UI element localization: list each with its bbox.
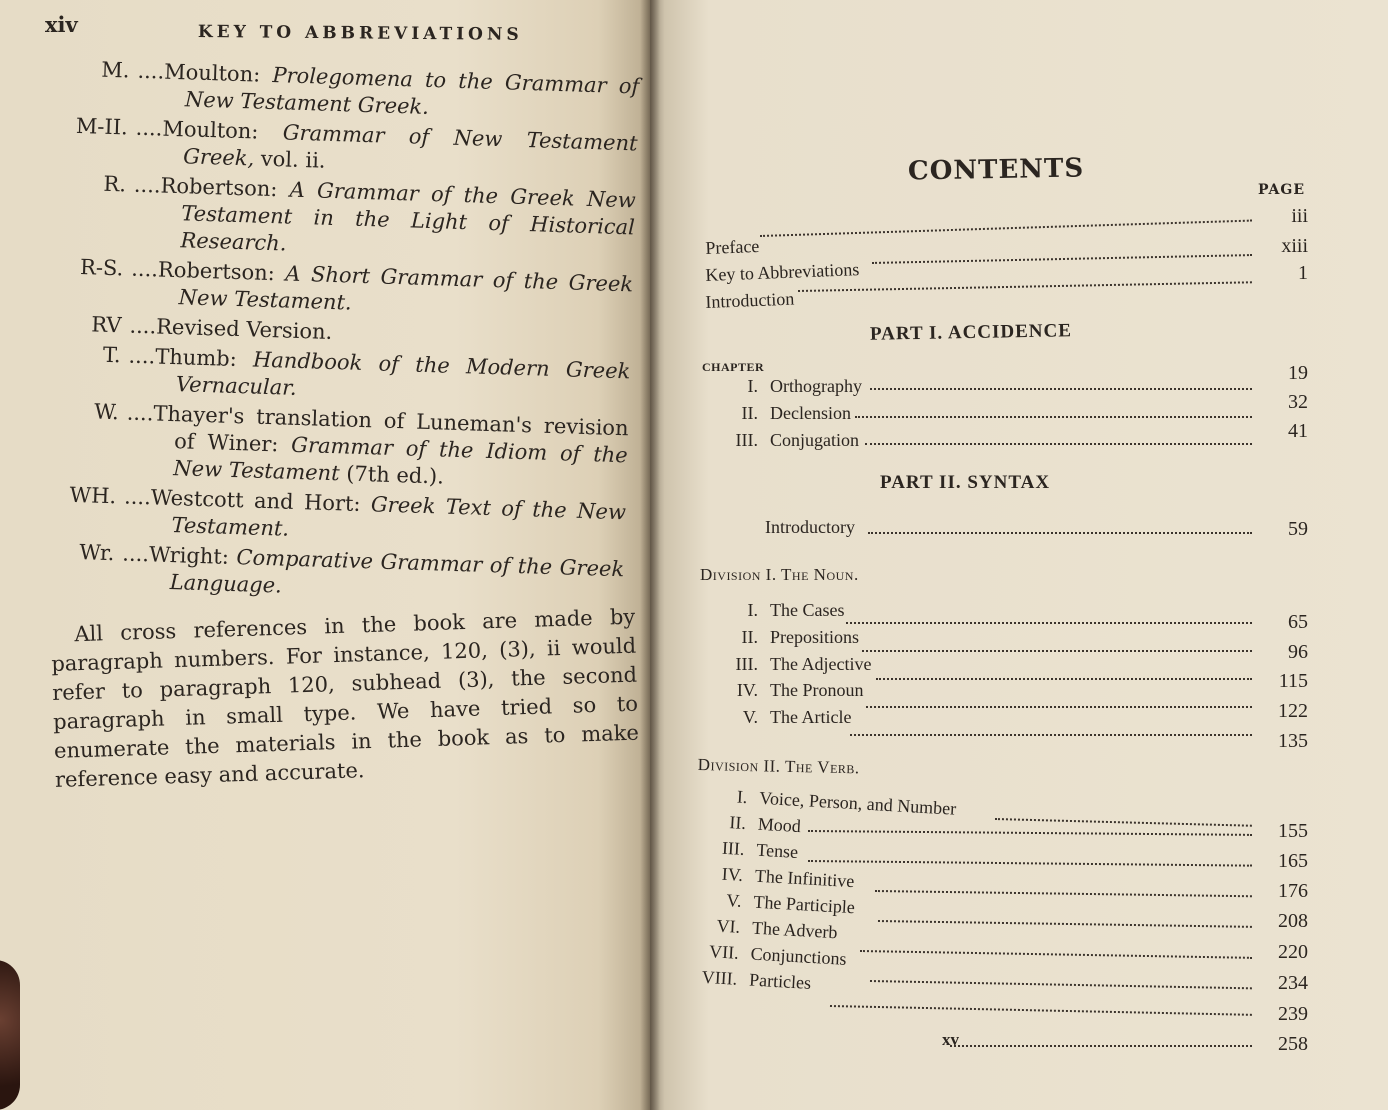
toc-entry: V. The Participle bbox=[725, 890, 856, 918]
abbreviation-entry bbox=[44, 169, 636, 268]
toc-leader bbox=[950, 1045, 1252, 1047]
abbreviation-author: ....Robertson: bbox=[133, 172, 291, 202]
toc-entry: VIII. Particles bbox=[701, 966, 812, 993]
toc-entry: II. Prepositions bbox=[741, 627, 860, 647]
toc-leader bbox=[865, 443, 1252, 445]
toc-leader bbox=[872, 254, 1252, 264]
toc-page-number: 115 bbox=[1278, 670, 1308, 692]
toc-entry: I. The Cases bbox=[747, 600, 845, 620]
toc-page-number: 258 bbox=[1278, 1033, 1308, 1055]
abbreviation-list bbox=[33, 55, 640, 613]
right-page bbox=[650, 0, 1388, 1110]
book-gutter bbox=[640, 0, 660, 1110]
table-of-contents bbox=[650, 0, 1388, 1110]
toc-entry: Preface bbox=[705, 235, 760, 258]
toc-entry: III. The Adjective bbox=[735, 654, 872, 674]
abbreviation-key: Wr. bbox=[78, 540, 115, 566]
abbreviation-author: ....Moulton: bbox=[137, 58, 273, 87]
abbreviation-key: M-II. bbox=[75, 113, 129, 140]
abbreviation-title: A Short Grammar of the Greek New Testament. bbox=[178, 261, 634, 315]
abbreviation-key: T. bbox=[102, 342, 121, 368]
abbreviation-key: WH. bbox=[69, 482, 117, 509]
right-page-number: xv bbox=[942, 1030, 959, 1049]
contents-title: CONTENTS bbox=[907, 153, 1085, 187]
part-heading: PART II. SYNTAX bbox=[880, 472, 1051, 493]
chapter-column-label: CHAPTER bbox=[702, 360, 765, 374]
division-ii-entries bbox=[697, 785, 1159, 1040]
abbreviation-author: ....Wright: bbox=[121, 541, 237, 570]
toc-page-number: 1 bbox=[1298, 262, 1308, 284]
toc-page-number: iii bbox=[1291, 205, 1308, 227]
left-page bbox=[0, 0, 650, 1110]
abbreviation-author: ....Moulton: bbox=[135, 115, 284, 145]
abbreviation-title: Grammar of the Idiom of the New Testament bbox=[173, 432, 629, 486]
toc-page-number: 135 bbox=[1278, 730, 1308, 752]
abbreviation-author: ....Westcott and Hort: bbox=[123, 484, 372, 517]
toc-leader bbox=[862, 650, 1252, 652]
toc-leader bbox=[798, 281, 1252, 292]
abbreviation-rest: vol. ii. bbox=[253, 146, 326, 173]
abbreviation-title: A Grammar of the Greek New Testament in the Light of Historical Research. bbox=[180, 177, 637, 256]
abbreviation-title: Grammar of New Testament Greek, bbox=[182, 120, 638, 171]
toc-leader bbox=[866, 706, 1252, 708]
toc-page-number: 96 bbox=[1288, 641, 1308, 663]
toc-leader bbox=[850, 734, 1252, 736]
toc-entry: II. Declension bbox=[741, 403, 851, 423]
toc-leader bbox=[870, 388, 1252, 390]
toc-entry: VII. Conjunctions bbox=[708, 941, 848, 969]
thumb bbox=[0, 960, 20, 1110]
toc-entry: IV. The Infinitive bbox=[721, 863, 855, 892]
toc-leader bbox=[876, 678, 1252, 680]
abbreviation-title: Greek Text of the New Testament. bbox=[171, 492, 627, 541]
cross-reference-note: All cross references in the book are made by paragraph numbers. For instance, 120, (3), ii would refer to paragraph 120, subhead (3), the second paragraph in small type. We have tried so to enumerate the materials in the book as to make reference easy and accurate. bbox=[50, 604, 640, 792]
abbreviation-key: R-S. bbox=[79, 255, 124, 281]
toc-entry: Key to Abbreviations bbox=[705, 259, 860, 285]
toc-page-number: 165 bbox=[1278, 850, 1308, 872]
toc-page-number: 220 bbox=[1278, 941, 1308, 963]
toc-entry: Introductory bbox=[765, 517, 855, 537]
toc-page-number: 59 bbox=[1288, 518, 1308, 540]
abbreviation-author: ....Revised Version. bbox=[129, 313, 333, 344]
abbreviation-title: Handbook of the Modern Greek Vernacular. bbox=[175, 347, 631, 400]
abbreviation-author: ....Robertson: bbox=[130, 256, 286, 286]
abbreviation-author: ....Thayer's translation of Luneman's revision of Winer: bbox=[126, 400, 629, 457]
abbreviation-entry bbox=[37, 397, 629, 496]
toc-entry: VI. The Adverb bbox=[716, 915, 839, 943]
division-heading: Division II. The Verb. bbox=[697, 755, 860, 778]
toc-page-number: 234 bbox=[1278, 972, 1308, 994]
abbreviation-key: M. bbox=[101, 57, 130, 83]
toc-page-number: 176 bbox=[1278, 880, 1308, 902]
abbreviation-title: Comparative Grammar of the Greek Language. bbox=[169, 545, 625, 598]
toc-leader bbox=[760, 220, 1252, 237]
toc-entry: IV. The Pronoun bbox=[736, 680, 864, 700]
page-column-label: PAGE bbox=[1258, 182, 1305, 198]
toc-leader bbox=[868, 532, 1252, 534]
toc-page-number: 122 bbox=[1278, 700, 1308, 722]
toc-entry: II. Mood bbox=[728, 812, 802, 837]
abbreviation-rest: (7th ed.). bbox=[339, 461, 445, 489]
toc-page-number: 65 bbox=[1288, 611, 1308, 633]
part-heading: PART I. ACCIDENCE bbox=[869, 320, 1073, 345]
toc-page-number: xiii bbox=[1281, 235, 1308, 257]
toc-page-number: 19 bbox=[1288, 362, 1308, 384]
abbreviation-title: Prolegomena to the Grammar of New Testament Greek. bbox=[184, 63, 640, 119]
toc-entry: V. The Article bbox=[742, 707, 852, 727]
toc-page-number: 155 bbox=[1278, 820, 1308, 842]
toc-leader bbox=[855, 416, 1252, 418]
abbreviation-author: ....Thumb: bbox=[128, 343, 254, 372]
toc-page-number: 41 bbox=[1288, 420, 1308, 442]
division-heading: Division I. The Noun. bbox=[700, 565, 859, 584]
left-page-number: xiv bbox=[45, 12, 78, 37]
abbreviation-key: R. bbox=[103, 171, 127, 197]
toc-entry: I. Voice, Person, and Number bbox=[736, 786, 957, 819]
running-head: KEY TO ABBREVIATIONS bbox=[197, 22, 523, 45]
toc-page-number: 32 bbox=[1288, 391, 1308, 413]
abbreviation-key: W. bbox=[93, 399, 120, 425]
toc-entry: III. Tense bbox=[721, 837, 799, 863]
toc-entry: Introduction bbox=[705, 288, 795, 312]
abbreviation-key: RV bbox=[90, 312, 122, 338]
toc-leader bbox=[846, 622, 1252, 624]
toc-entry: III. Conjugation bbox=[735, 430, 859, 450]
toc-page-number: 239 bbox=[1278, 1003, 1308, 1025]
toc-entry: I. Orthography bbox=[747, 376, 862, 396]
toc-page-number: 208 bbox=[1278, 910, 1308, 932]
